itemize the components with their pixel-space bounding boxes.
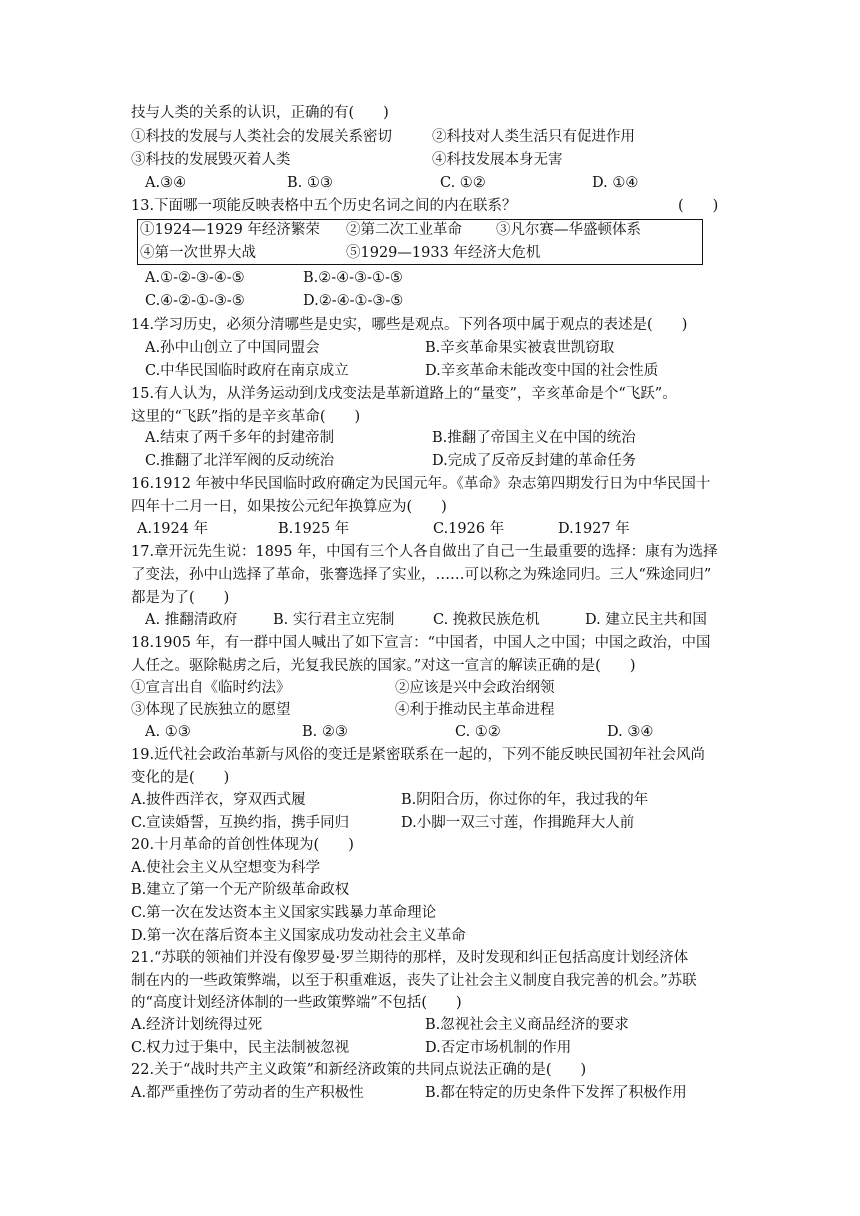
q14-option-b: B.辛亥革命果实被袁世凯窃取: [425, 340, 615, 356]
q13-option-c: C.④-②-①-③-⑤: [145, 293, 245, 309]
q19-stem-line-2: 变化的是( ): [131, 770, 230, 786]
q17-stem-line-3: 都是为了( ): [131, 590, 230, 606]
q13-term-5: ⑤1929—1933 年经济大危机: [346, 245, 541, 261]
q18-option-b: B. ②③: [302, 724, 348, 740]
q13-stem: 13.下面哪一项能反映表格中五个历史名词之间的内在联系？: [131, 198, 517, 214]
q18-stem-line-1: 18.1905 年，有一群中国人喊出了如下宣言：“中国者，中国人之中国；中国之政治，中国: [131, 635, 711, 651]
q14-option-c: C.中华民国临时政府在南京成立: [145, 363, 349, 379]
q15-option-b: B.推翻了帝国主义在中国的统治: [432, 430, 636, 446]
q19-option-c: C.宣读婚誓，互换约指，携手同归: [131, 815, 350, 831]
q12-option-d: D. ①④: [592, 175, 639, 191]
q14-option-a: A.孙中山创立了中国同盟会: [145, 340, 320, 356]
q16-stem-line-2: 四年十二月一日，如果按公元纪年换算应为( ): [131, 499, 447, 515]
q12-option-c: C. ①②: [440, 175, 486, 191]
q21-option-a: A.经济计划统得过死: [131, 1017, 263, 1033]
q21-option-c: C.权力过于集中，民主法制被忽视: [131, 1040, 350, 1056]
q15-option-a: A.结束了两千多年的封建帝制: [145, 430, 335, 446]
q18-statement-2: ②应该是兴中会政治纲领: [395, 680, 555, 696]
q20-option-c: C.第一次在发达资本主义国家实践暴力革命理论: [131, 905, 437, 921]
q13-option-d: D.②-④-①-③-⑤: [303, 293, 404, 309]
q21-option-b: B.忽视社会主义商品经济的要求: [425, 1017, 629, 1033]
q17-option-c: C. 挽救民族危机: [433, 612, 540, 628]
q16-option-c: C.1926 年: [433, 521, 505, 537]
q13-term-1: ①1924—1929 年经济繁荣: [140, 222, 320, 238]
q21-stem-line-2: 制在内的一些政策弊端，以至于积重难返，丧失了让社会主义制度自我完善的机会。”苏联: [131, 973, 697, 989]
q12-statement-2: ②科技对人类生活只有促进作用: [432, 129, 635, 145]
q12-statement-1: ①科技的发展与人类社会的发展关系密切: [131, 129, 392, 145]
q21-stem-line-1: 21.“苏联的领袖们并没有像罗曼·罗兰期待的那样，及时发现和纠正包括高度计划经济体: [131, 950, 689, 966]
q13-term-4: ④第一次世界大战: [140, 245, 256, 261]
q17-option-b: B. 实行君主立宪制: [273, 612, 395, 628]
q13-answer-paren: ( ): [678, 198, 719, 214]
q12-option-a: A.③④: [145, 175, 187, 191]
q16-option-a: A.1924 年: [137, 521, 209, 537]
q16-option-d: D.1927 年: [558, 521, 630, 537]
q13-option-b: B.②-④-③-①-⑤: [303, 270, 403, 286]
q17-option-a: A. 推翻清政府: [145, 612, 238, 628]
q12-option-b: B. ①③: [287, 175, 333, 191]
q13-term-2: ②第二次工业革命: [346, 222, 462, 238]
q18-option-a: A. ①③: [145, 724, 191, 740]
q12-statement-3: ③科技的发展毁灭着人类: [131, 152, 291, 168]
q20-stem: 20.十月革命的首创性体现为( ): [131, 837, 354, 853]
q15-stem-line-1: 15.有人认为，从洋务运动到戊戌变法是革新道路上的“量变”，辛亥革命是个“飞跃”。: [131, 386, 677, 402]
q19-option-a: A.披件西洋衣，穿双西式履: [131, 792, 306, 808]
q22-stem: 22.关于“战时共产主义政策”和新经济政策的共同点说法正确的是( ): [131, 1062, 587, 1078]
q14-option-d: D.辛亥革命未能改变中国的社会性质: [425, 363, 659, 379]
q12-statement-4: ④科技发展本身无害: [432, 152, 563, 168]
q19-option-b: B.阴阳合历，你过你的年，我过我的年: [401, 792, 649, 808]
q13-term-3: ③凡尔赛—华盛顿体系: [496, 222, 641, 238]
q15-option-c: C.推翻了北洋军阀的反动统治: [145, 453, 335, 469]
q16-option-b: B.1925 年: [278, 521, 350, 537]
q20-option-a: A.使社会主义从空想变为科学: [131, 860, 321, 876]
q13-option-a: A.①-②-③-④-⑤: [145, 270, 245, 286]
q18-statement-1: ①宣言出自《临时约法》: [131, 680, 291, 696]
q14-stem: 14.学习历史，必须分清哪些是史实，哪些是观点。下列各项中属于观点的表述是( ): [131, 317, 688, 333]
q21-option-d: D.否定市场机制的作用: [425, 1040, 572, 1056]
q18-option-d: D. ③④: [607, 724, 654, 740]
q21-stem-line-3: 的“高度计划经济体制的一些政策弊端”不包括( ): [131, 995, 462, 1011]
q20-option-d: D.第一次在落后资本主义国家成功发动社会主义革命: [131, 928, 466, 944]
q17-option-d: D. 建立民主共和国: [585, 612, 707, 628]
q17-stem-line-1: 17.章开沅先生说：1895 年，中国有三个人各自做出了自己一生最重要的选择：康有为选择: [131, 544, 718, 560]
q19-stem-line-1: 19.近代社会政治革新与风俗的变迁是紧密联系在一起的，下列不能反映民国初年社会风尚: [131, 747, 706, 763]
q18-stem-line-2: 人任之。驱除鞑虏之后，光复我民族的国家。”对这一宣言的解读正确的是( ): [131, 658, 636, 674]
q18-statement-4: ④利于推动民主革命进程: [395, 702, 555, 718]
q18-option-c: C. ①②: [455, 724, 501, 740]
q15-option-d: D.完成了反帝反封建的革命任务: [432, 453, 637, 469]
q18-statement-3: ③体现了民族独立的愿望: [131, 702, 291, 718]
q22-option-a: A.都严重挫伤了劳动者的生产积极性: [131, 1085, 364, 1101]
q20-option-b: B.建立了第一个无产阶级革命政权: [131, 882, 350, 898]
q22-option-b: B.都在特定的历史条件下发挥了积极作用: [425, 1085, 687, 1101]
q15-stem-line-2: 这里的“飞跃”指的是辛亥革命( ): [131, 409, 361, 425]
q16-stem-line-1: 16.1912 年被中华民国临时政府确定为民国元年。《革命》杂志第四期发行日为中华民国十: [131, 476, 711, 492]
q19-option-d: D.小脚一双三寸莲，作揖跪拜大人前: [401, 815, 635, 831]
q12-stem: 技与人类的关系的认识，正确的有( ): [131, 105, 389, 121]
q17-stem-line-2: 了变法，孙中山选择了革命，张謇选择了实业，……可以称之为殊途同归。三人“殊途同归”: [131, 567, 712, 583]
